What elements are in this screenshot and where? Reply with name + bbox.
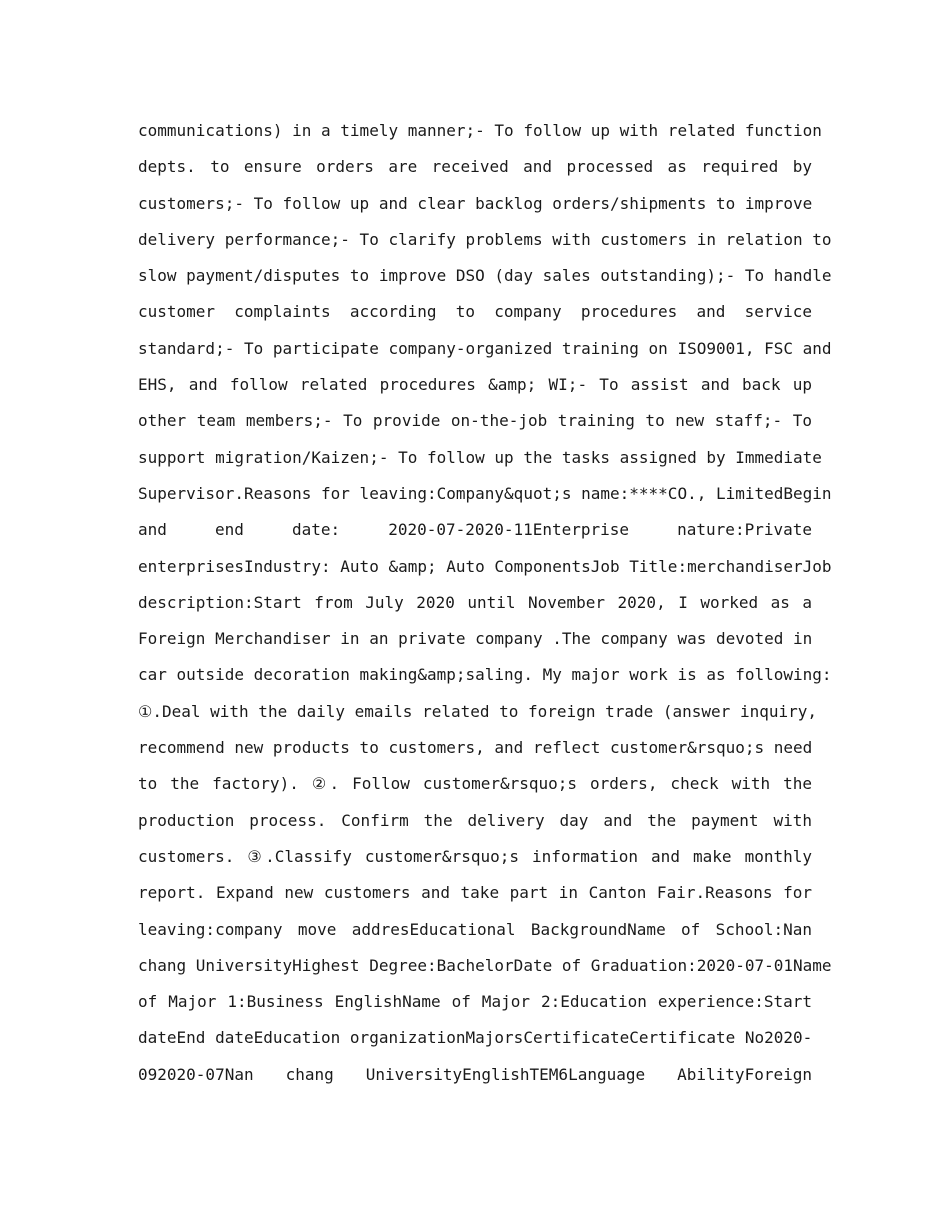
text-line: Foreign Merchandiser in an private company .The company was devoted in	[138, 629, 813, 649]
text-line: delivery performance;- To clarify problems with customers in relation to	[138, 229, 832, 249]
text-line: dateEnd dateEducation organizationMajorsCertificateCertificate No2020-	[138, 1028, 813, 1048]
text-line: ①.Deal with the daily emails related to foreign trade (answer inquiry,	[138, 701, 818, 721]
text-line: to the factory). ②. Follow customer&rsquo;s orders, check with the	[138, 774, 812, 794]
text-line: Supervisor.Reasons for leaving:Company&quot;s name:****CO., LimitedBegin	[138, 483, 832, 503]
text-line: recommend new products to customers, and reflect customer&rsquo;s need	[138, 738, 813, 758]
text-line: depts. to ensure orders are received and processed as required by	[138, 157, 812, 177]
text-line: support migration/Kaizen;- To follow up the tasks assigned by Immediate	[138, 447, 822, 467]
text-line: standard;- To participate company-organized training on ISO9001, FSC and	[138, 338, 832, 358]
text-line: other team members;- To provide on-the-job training to new staff;- To	[138, 411, 812, 431]
text-line: leaving:company move addresEducational BackgroundName of School:Nan	[138, 919, 812, 939]
text-line: communications) in a timely manner;- To follow up with related function	[138, 121, 822, 140]
text-line: of Major 1:Business EnglishName of Major 2:Education experience:Start	[138, 992, 812, 1012]
text-line: report. Expand new customers and take part in Canton Fair.Reasons for	[138, 883, 812, 903]
text-line: slow payment/disputes to improve DSO (day sales outstanding);- To handle	[138, 266, 832, 286]
text-line: description:Start from July 2020 until November 2020, I worked as a	[138, 592, 812, 612]
text-line: customers;- To follow up and clear backlog orders/shipments to improve	[138, 193, 813, 213]
text-line: production process. Confirm the delivery day and the payment with	[138, 810, 812, 830]
text-line: and end date: 2020-07-2020-11Enterprise nature:Private	[138, 520, 812, 540]
text-line: chang UniversityHighest Degree:BachelorDate of Graduation:2020-07-01Name	[138, 955, 832, 975]
text-line: 092020-07Nan chang UniversityEnglishTEM6Language AbilityForeign	[138, 1064, 812, 1084]
text-line: enterprisesIndustry: Auto &amp; Auto ComponentsJob Title:merchandiserJob	[138, 556, 832, 576]
text-line: car outside decoration making&amp;saling. My major work is as following:	[138, 665, 832, 685]
body-text	[138, 113, 832, 1093]
text-line: customers. ③.Classify customer&rsquo;s information and make monthly	[138, 846, 812, 866]
text-line: EHS, and follow related procedures &amp; WI;- To assist and back up	[138, 375, 812, 395]
text-line: customer complaints according to company procedures and service	[138, 302, 812, 322]
